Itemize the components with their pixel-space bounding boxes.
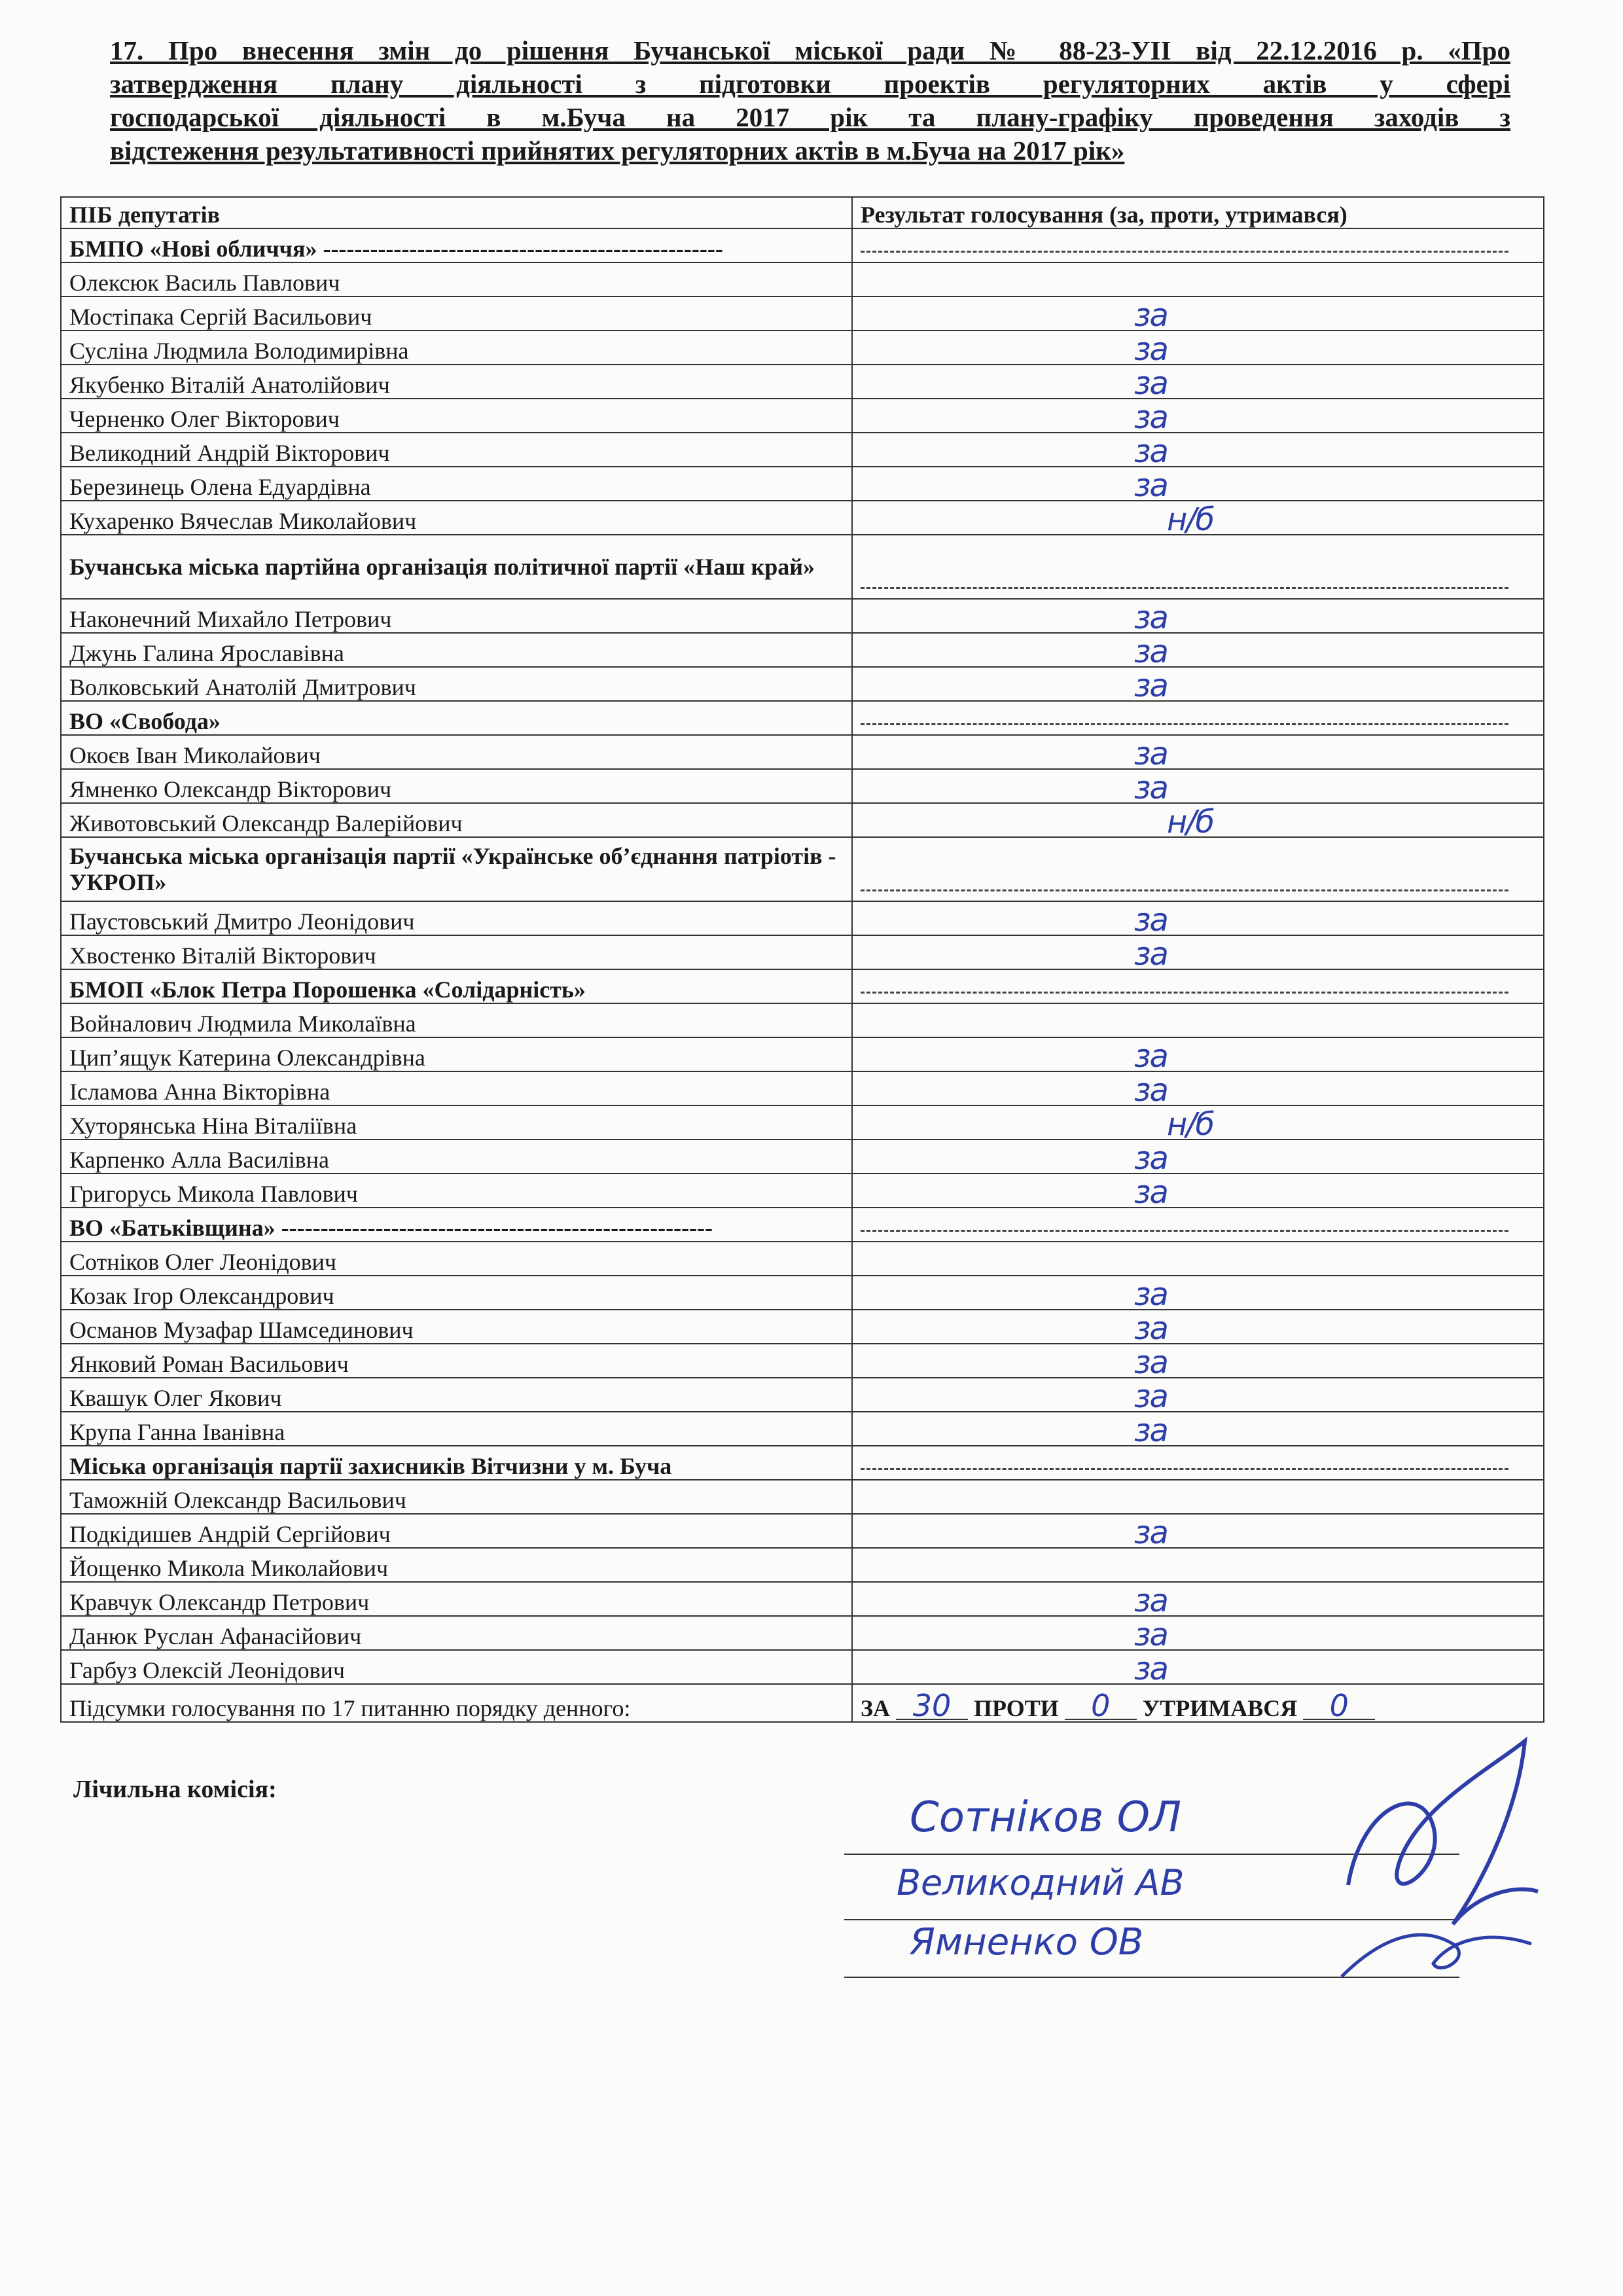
- deputy-name: Янковий Роман Васильович: [61, 1344, 852, 1378]
- vote-cell: [852, 901, 1544, 935]
- party-result-cell: [852, 535, 1544, 599]
- deputy-name: Березинець Олена Едуардівна: [61, 467, 852, 501]
- party-result-cell: [852, 1446, 1544, 1480]
- title-line: 17. Про внесення змін до рішення Бучанської міської ради № 88-23-УІІ від 22.12.2016 р. «Про: [110, 35, 1510, 65]
- vote-cell: [852, 433, 1544, 467]
- deputy-name: Козак Ігор Олександрович: [61, 1276, 852, 1310]
- party-name: БМОП «Блок Петра Порошенка «Солідарність»: [61, 969, 852, 1003]
- table-row: [61, 433, 1544, 467]
- deputy-name: Животовський Олександр Валерійович: [61, 803, 852, 837]
- document-title: [110, 34, 1510, 168]
- deputy-name: Окоєв Іван Миколайович: [61, 735, 852, 769]
- vote-mark: за: [1134, 331, 1168, 365]
- deputy-name: Карпенко Алла Василівна: [61, 1139, 852, 1174]
- vote-mark: за: [1134, 467, 1168, 501]
- deputy-name: Войналович Людмила Миколаївна: [61, 1003, 852, 1037]
- vote-cell: [852, 1310, 1544, 1344]
- party-row: [61, 1446, 1544, 1480]
- commission-label: Лічильна комісія:: [73, 1776, 277, 1803]
- deputy-name: Якубенко Віталій Анатолійович: [61, 365, 852, 399]
- vote-cell: [852, 803, 1544, 837]
- signature-name: Ямненко ОВ: [910, 1921, 1144, 1964]
- vote-mark: за: [1134, 1140, 1168, 1174]
- party-name: БМПО «Нові обличчя» ---------------------------------------------------: [61, 228, 852, 262]
- vote-mark: за: [1134, 736, 1168, 769]
- table-row: [61, 633, 1544, 667]
- deputy-name: Йощенко Микола Миколайович: [61, 1548, 852, 1582]
- party-name: ВО «Батьківщина» -------------------------------------------------------: [61, 1208, 852, 1242]
- dashed-separator: [861, 723, 1508, 725]
- vote-mark: за: [1134, 1072, 1168, 1105]
- party-result-cell: [852, 228, 1544, 262]
- vote-mark: за: [1134, 1310, 1168, 1344]
- party-row: [61, 228, 1544, 262]
- vote-cell: [852, 296, 1544, 331]
- vote-mark: за: [1134, 399, 1168, 433]
- deputy-name: Паустовський Дмитро Леонідович: [61, 901, 852, 935]
- table-row: [61, 1616, 1544, 1650]
- vote-cell: [852, 262, 1544, 296]
- dashed-separator: [861, 251, 1508, 253]
- vote-cell: [852, 467, 1544, 501]
- deputy-name: Кравчук Олександр Петрович: [61, 1582, 852, 1616]
- party-name: ВО «Свобода»: [61, 701, 852, 735]
- party-name: Бучанська міська організація партії «Українське об’єднання патріотів - УКРОП»: [61, 837, 852, 901]
- vote-cell: [852, 1242, 1544, 1276]
- table-row: [61, 1037, 1544, 1071]
- table-row: [61, 667, 1544, 701]
- vote-cell: [852, 1105, 1544, 1139]
- table-row: [61, 399, 1544, 433]
- vote-cell: [852, 1650, 1544, 1684]
- party-name: Бучанська міська партійна організація політичної партії «Наш край»: [61, 535, 852, 599]
- proty-value: 0: [1065, 1693, 1137, 1720]
- table-row: [61, 1378, 1544, 1412]
- vote-cell: [852, 599, 1544, 633]
- deputy-name: Черненко Олег Вікторович: [61, 399, 852, 433]
- deputy-name: Гарбуз Олексій Леонідович: [61, 1650, 852, 1684]
- vote-mark: за: [1134, 297, 1168, 331]
- vote-mark: за: [1134, 770, 1168, 803]
- table-row: [61, 1139, 1544, 1174]
- dashed-separator: [861, 1468, 1508, 1470]
- table-row: [61, 803, 1544, 837]
- vote-mark: за: [1134, 1378, 1168, 1412]
- deputy-name: Григорусь Микола Павлович: [61, 1174, 852, 1208]
- vote-cell: [852, 667, 1544, 701]
- za-value: 30: [896, 1693, 968, 1720]
- party-row: [61, 969, 1544, 1003]
- deputy-name: Кухаренко Вячеслав Миколайович: [61, 501, 852, 535]
- deputy-name: Хвостенко Віталій Вікторович: [61, 935, 852, 969]
- vote-cell: [852, 1276, 1544, 1310]
- absent-mark: н/б: [1167, 804, 1214, 837]
- vote-mark: за: [1134, 433, 1168, 467]
- vote-cell: [852, 1582, 1544, 1616]
- utrym-value: 0: [1303, 1693, 1375, 1720]
- table-row: [61, 331, 1544, 365]
- vote-mark: за: [1134, 1174, 1168, 1208]
- table-row: [61, 599, 1544, 633]
- vote-cell: [852, 1139, 1544, 1174]
- table-row: [61, 1548, 1544, 1582]
- vote-cell: [852, 1616, 1544, 1650]
- table-row: [61, 467, 1544, 501]
- vote-cell: [852, 501, 1544, 535]
- dashed-separator: [861, 992, 1508, 994]
- table-row: [61, 296, 1544, 331]
- deputy-name: Сотніков Олег Леонідович: [61, 1242, 852, 1276]
- vote-cell: [852, 1344, 1544, 1378]
- deputy-name: Хуторянська Ніна Віталіївна: [61, 1105, 852, 1139]
- table-row: [61, 1174, 1544, 1208]
- deputy-name: Подкідишев Андрій Сергійович: [61, 1514, 852, 1548]
- party-result-cell: [852, 701, 1544, 735]
- table-row: [61, 1650, 1544, 1684]
- vote-mark: за: [1134, 1038, 1168, 1071]
- vote-cell: [852, 1548, 1544, 1582]
- deputy-name: Наконечний Михайло Петрович: [61, 599, 852, 633]
- dashed-separator: [861, 889, 1508, 891]
- vote-mark: за: [1134, 1515, 1168, 1548]
- vote-mark: за: [1134, 1583, 1168, 1616]
- dashed-separator: [861, 587, 1508, 589]
- vote-cell: [852, 1037, 1544, 1071]
- party-row: [61, 535, 1544, 599]
- voting-table: [60, 196, 1544, 1723]
- vote-mark: за: [1134, 1412, 1168, 1446]
- vote-mark: за: [1134, 634, 1168, 667]
- vote-cell: [852, 331, 1544, 365]
- vote-cell: [852, 769, 1544, 803]
- dashed-separator: [861, 1230, 1508, 1232]
- totals-summary: [852, 1684, 1544, 1722]
- deputy-name: Волковський Анатолій Дмитрович: [61, 667, 852, 701]
- totals-row: [61, 1684, 1544, 1722]
- vote-cell: [852, 1174, 1544, 1208]
- table-row: [61, 769, 1544, 803]
- header-result: Результат голосування (за, проти, утримався): [852, 197, 1544, 228]
- table-header: [61, 197, 1544, 228]
- header-deputies: ПІБ депутатів: [61, 197, 852, 228]
- party-result-cell: [852, 969, 1544, 1003]
- absent-mark: н/б: [1167, 501, 1214, 535]
- vote-cell: [852, 633, 1544, 667]
- table-row: [61, 1105, 1544, 1139]
- party-result-cell: [852, 1208, 1544, 1242]
- vote-mark: за: [1134, 902, 1168, 935]
- vote-mark: за: [1134, 1344, 1168, 1378]
- party-result-cell: [852, 837, 1544, 901]
- party-row: [61, 837, 1544, 901]
- party-row: [61, 1208, 1544, 1242]
- table-row: [61, 901, 1544, 935]
- vote-cell: [852, 935, 1544, 969]
- deputy-name: Крупа Ганна Іванівна: [61, 1412, 852, 1446]
- table-row: [61, 1412, 1544, 1446]
- deputy-name: Ісламова Анна Вікторівна: [61, 1071, 852, 1105]
- title-line: відстеження результативності прийнятих регуляторних актів в м.Буча на 2017 рік»: [110, 135, 1125, 166]
- party-name: Міська організація партії захисників Вітчизни у м. Буча: [61, 1446, 852, 1480]
- vote-mark: за: [1134, 365, 1168, 399]
- table-row: [61, 1003, 1544, 1037]
- totals-label: Підсумки голосування по 17 питанню порядку денного:: [61, 1684, 852, 1722]
- vote-cell: [852, 1480, 1544, 1514]
- absent-mark: н/б: [1167, 1106, 1214, 1139]
- utrym-label: УТРИМАВСЯ: [1142, 1695, 1298, 1721]
- table-row: [61, 1514, 1544, 1548]
- deputy-name: Ямненко Олександр Вікторович: [61, 769, 852, 803]
- deputy-name: Джунь Галина Ярославівна: [61, 633, 852, 667]
- vote-mark: за: [1134, 668, 1168, 701]
- table-row: [61, 1242, 1544, 1276]
- deputy-name: Цип’ящук Катерина Олександрівна: [61, 1037, 852, 1071]
- party-row: [61, 701, 1544, 735]
- deputy-name: Османов Музафар Шамсединович: [61, 1310, 852, 1344]
- vote-cell: [852, 365, 1544, 399]
- vote-mark: за: [1134, 1617, 1168, 1650]
- vote-mark: за: [1134, 600, 1168, 633]
- table-row: [61, 1480, 1544, 1514]
- deputy-name: Великодний Андрій Вікторович: [61, 433, 852, 467]
- table-row: [61, 262, 1544, 296]
- vote-cell: [852, 1378, 1544, 1412]
- table-row: [61, 935, 1544, 969]
- deputy-name: Квашук Олег Якович: [61, 1378, 852, 1412]
- table-row: [61, 735, 1544, 769]
- vote-mark: за: [1134, 936, 1168, 969]
- title-line: господарської діяльності в м.Буча на 2017 рік та плану-графіку проведення заходів з: [110, 102, 1510, 132]
- signature-name: Великодний АВ: [897, 1862, 1185, 1903]
- title-line: затвердження плану діяльності з підготовки проектів регуляторних актів у сфері: [110, 69, 1510, 99]
- proty-label: ПРОТИ: [974, 1695, 1059, 1721]
- vote-cell: [852, 399, 1544, 433]
- table-row: [61, 501, 1544, 535]
- table-row: [61, 1344, 1544, 1378]
- handwritten-signature: [1322, 1728, 1544, 2003]
- table-row: [61, 1276, 1544, 1310]
- table-row: [61, 1582, 1544, 1616]
- vote-mark: за: [1134, 1276, 1168, 1310]
- deputy-name: Таможній Олександр Васильович: [61, 1480, 852, 1514]
- table-row: [61, 1071, 1544, 1105]
- table-row: [61, 365, 1544, 399]
- vote-cell: [852, 735, 1544, 769]
- table-row: [61, 1310, 1544, 1344]
- deputy-name: Олексюк Василь Павлович: [61, 262, 852, 296]
- deputy-name: Сусліна Людмила Володимирівна: [61, 331, 852, 365]
- vote-cell: [852, 1003, 1544, 1037]
- deputy-name: Данюк Руслан Афанасійович: [61, 1616, 852, 1650]
- vote-cell: [852, 1514, 1544, 1548]
- za-label: ЗА: [861, 1695, 890, 1721]
- vote-cell: [852, 1412, 1544, 1446]
- vote-mark: за: [1134, 1651, 1168, 1684]
- signature-name: Сотніков ОЛ: [910, 1793, 1182, 1842]
- deputy-name: Мостіпака Сергій Васильович: [61, 296, 852, 331]
- vote-cell: [852, 1071, 1544, 1105]
